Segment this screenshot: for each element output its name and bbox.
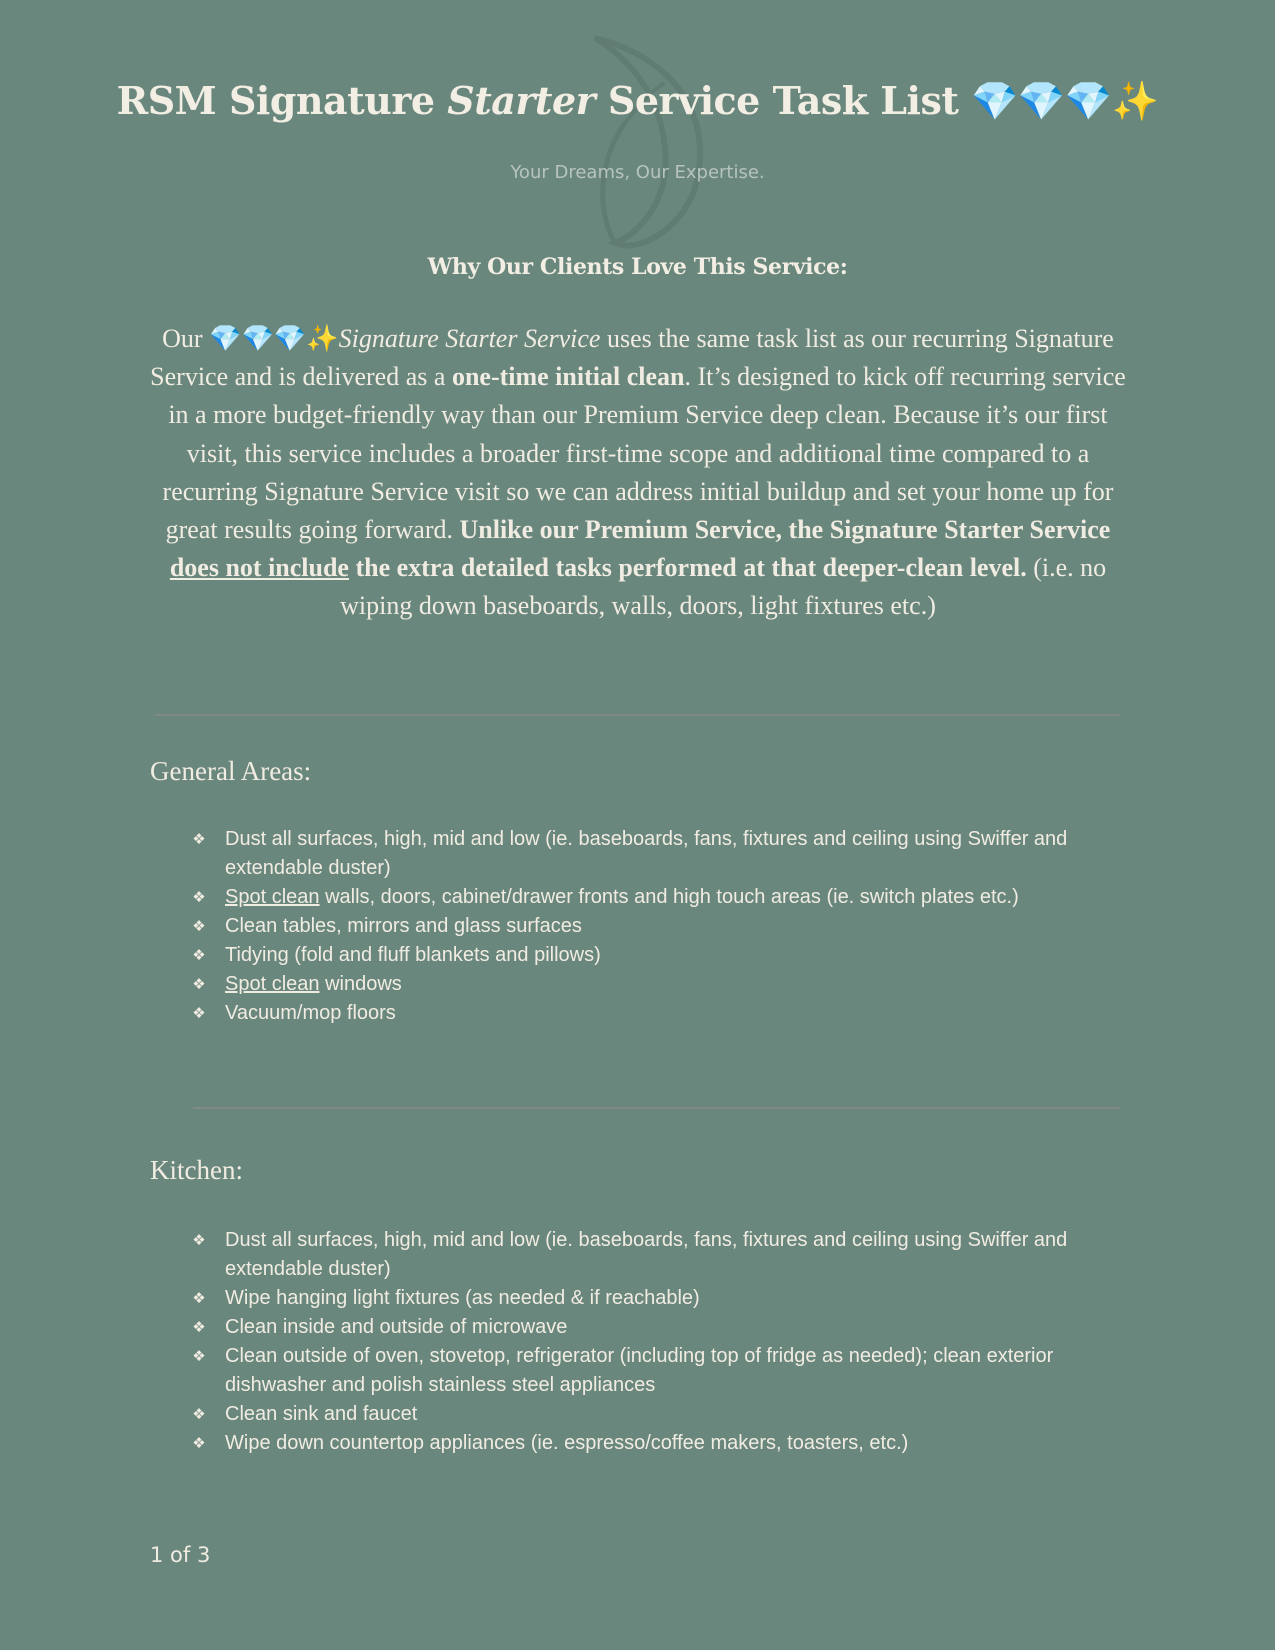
task-text: Tidying (fold and fluff blankets and pillows) <box>225 944 601 966</box>
intro-text-1: uses the same task list as our recurring Signature Service and is delivered as a <box>150 324 1114 392</box>
task-text: Clean tables, mirrors and glass surfaces <box>225 915 582 937</box>
tagline: Your Dreams, Our Expertise. <box>510 162 765 183</box>
kitchen-list <box>188 1226 1118 1458</box>
why-heading: Why Our Clients Love This Service: <box>427 254 848 280</box>
task-text: Wipe hanging light fixtures (as needed & if reachable) <box>225 1287 700 1309</box>
task-underlined-text: Spot clean <box>225 886 320 908</box>
list-item <box>188 883 1118 912</box>
list-item <box>188 999 1118 1028</box>
intro-bold-3: the extra detailed tasks performed at that deeper-clean level. <box>348 553 1027 583</box>
title-prefix: RSM Signature <box>116 78 448 123</box>
list-item <box>188 1226 1118 1284</box>
diamond-bullet-icon: ❖ <box>192 917 206 935</box>
diamond-bullet-icon: ❖ <box>192 830 206 848</box>
task-underlined-text: Spot clean <box>225 973 320 995</box>
list-item <box>188 1400 1118 1429</box>
logo-watermark-icon <box>555 28 735 258</box>
list-item <box>188 1429 1118 1458</box>
diamond-bullet-icon: ❖ <box>192 1318 206 1336</box>
diamond-bullet-icon: ❖ <box>192 946 206 964</box>
list-item <box>188 970 1118 999</box>
list-item <box>188 1342 1118 1400</box>
intro-text-2: . It’s designed to kick off recurring service in a more budget-friendly way than our Premium Service deep clean. Because it’s our first visit, this service includes a broader first-time scope and additional time compared to a recurring Signature Service visit so we can address initial buildup and set your home up for great results going forward. <box>162 362 1126 545</box>
intro-our: Our 💎💎💎✨ <box>162 324 339 353</box>
diamond-bullet-icon: ❖ <box>192 1347 206 1365</box>
task-text: Dust all surfaces, high, mid and low (ie. baseboards, fans, fixtures and ceiling using Swiffer and extendable duster) <box>225 1229 1068 1280</box>
kitchen-heading: Kitchen: <box>150 1155 243 1185</box>
page-title <box>0 78 1275 124</box>
diamond-bullet-icon: ❖ <box>192 1289 206 1307</box>
diamond-bullet-icon: ❖ <box>192 1004 206 1022</box>
list-item <box>188 825 1118 883</box>
intro-text-3: (i.e. no wiping down baseboards, walls, doors, light fixtures etc.) <box>340 553 1107 621</box>
intro-paragraph <box>148 320 1128 626</box>
task-text: windows <box>319 973 402 995</box>
title-suffix: Service Task List 💎💎💎✨ <box>595 78 1159 123</box>
intro-bold-2: Unlike our Premium Service, the Signature Starter Service <box>459 515 1111 545</box>
diamond-bullet-icon: ❖ <box>192 975 206 993</box>
intro-service-name: Signature Starter Service <box>338 324 601 353</box>
general-areas-heading: General Areas: <box>150 756 312 786</box>
task-text: walls, doors, cabinet/drawer fronts and high touch areas (ie. switch plates etc.) <box>319 886 1019 908</box>
task-text: Clean sink and faucet <box>225 1403 418 1425</box>
task-text: Dust all surfaces, high, mid and low (ie. baseboards, fans, fixtures and ceiling using Swiffer and extendable duster) <box>225 828 1068 879</box>
diamond-bullet-icon: ❖ <box>192 1405 206 1423</box>
general-areas-list <box>188 825 1118 1028</box>
list-item <box>188 1313 1118 1342</box>
task-text: Clean outside of oven, stovetop, refrigerator (including top of fridge as needed); clean exterior dishwasher and polish stainless steel appliances <box>225 1345 1054 1396</box>
task-text: Clean inside and outside of microwave <box>225 1316 568 1338</box>
list-item <box>188 1284 1118 1313</box>
diamond-bullet-icon: ❖ <box>192 888 206 906</box>
diamond-bullet-icon: ❖ <box>192 1231 206 1249</box>
list-item <box>188 912 1118 941</box>
task-text: Vacuum/mop floors <box>225 1002 396 1024</box>
task-text: Wipe down countertop appliances (ie. espresso/coffee makers, toasters, etc.) <box>225 1432 909 1454</box>
divider <box>155 714 1120 716</box>
intro-bold-1: one-time initial clean <box>451 362 685 392</box>
divider <box>193 1107 1120 1109</box>
diamond-bullet-icon: ❖ <box>192 1434 206 1452</box>
title-italic-word: Starter <box>447 78 596 123</box>
list-item <box>188 941 1118 970</box>
intro-bold-underline: does not include <box>169 553 349 583</box>
page-number: 1 of 3 <box>150 1543 211 1567</box>
